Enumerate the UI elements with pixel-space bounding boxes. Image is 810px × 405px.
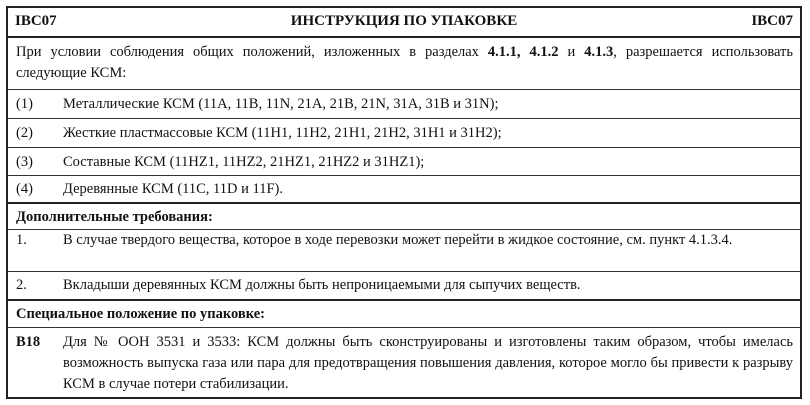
special-heading: Специальное положение по упаковке: — [16, 306, 266, 322]
instruction-header — [8, 8, 800, 38]
requirement-row — [8, 272, 800, 299]
ref-4-1-3: 4.1.3 — [584, 44, 614, 60]
additional-heading: Дополнительные требования: — [16, 209, 213, 225]
intro-row — [8, 38, 800, 90]
type-text: Составные КСМ (11HZ1, 11HZ2, 21HZ1, 21HZ2 и 31HZ1); — [63, 154, 425, 170]
type-row — [8, 148, 800, 176]
requirement-text: Вкладыши деревянных КСМ должны быть непроницаемыми для сыпучих веществ. — [63, 277, 581, 293]
type-number: (3) — [16, 154, 33, 170]
type-text: Жесткие пластмассовые КСМ (11H1, 11H2, 21H1, 21H2, 31H1 и 31H2); — [63, 125, 502, 141]
ref-4-1-1: 4.1.1, — [487, 44, 521, 60]
special-provision-row — [8, 328, 800, 395]
requirement-number: 2. — [16, 277, 27, 293]
permitted-ibc-section — [8, 38, 800, 204]
intro-conjunction: и — [558, 44, 585, 60]
provision-code: B18 — [16, 334, 41, 350]
instruction-code-left: IBC07 — [15, 13, 57, 29]
type-row — [8, 119, 800, 148]
type-number: (2) — [16, 125, 33, 141]
type-row — [8, 90, 800, 119]
type-number: (1) — [16, 96, 33, 112]
special-provision-section — [8, 301, 800, 397]
additional-requirements-section — [8, 204, 800, 301]
intro-paragraph — [16, 42, 793, 84]
type-number: (4) — [16, 181, 33, 197]
type-text: Металлические КСМ (11A, 11B, 11N, 21A, 21B, 21N, 31A, 31B и 31N); — [63, 96, 499, 112]
requirement-text: В случае твердого вещества, которое в ходе перевозки может перейти в жидкое состояние, см. пункт 4.1.3.4. — [63, 232, 733, 248]
intro-text-after: , разрешается использовать следующие КСМ: — [16, 44, 793, 81]
requirement-row — [8, 230, 800, 272]
requirement-number: 1. — [16, 232, 27, 248]
instruction-code-right: IBC07 — [751, 13, 793, 29]
ref-4-1-2: 4.1.2 — [529, 44, 559, 60]
type-text: Деревянные КСМ (11C, 11D и 11F). — [63, 181, 283, 197]
type-row — [8, 176, 800, 202]
additional-heading-row — [8, 204, 800, 230]
packing-instruction-table — [6, 6, 802, 399]
instruction-title: ИНСТРУКЦИЯ ПО УПАКОВКЕ — [290, 13, 518, 29]
intro-text-before: При условии соблюдения общих положений, изложенных в разделах — [16, 44, 488, 60]
provision-text: Для № ООН 3531 и 3533: КСМ должны быть сконструированы и изготовлены таким образом, чтобы имелась возможность выпуска газа или пара для предотвращения повышения давления, которое могло бы привести к разрыву КСМ в случае потери стабилизации. — [63, 334, 793, 392]
special-heading-row — [8, 301, 800, 328]
